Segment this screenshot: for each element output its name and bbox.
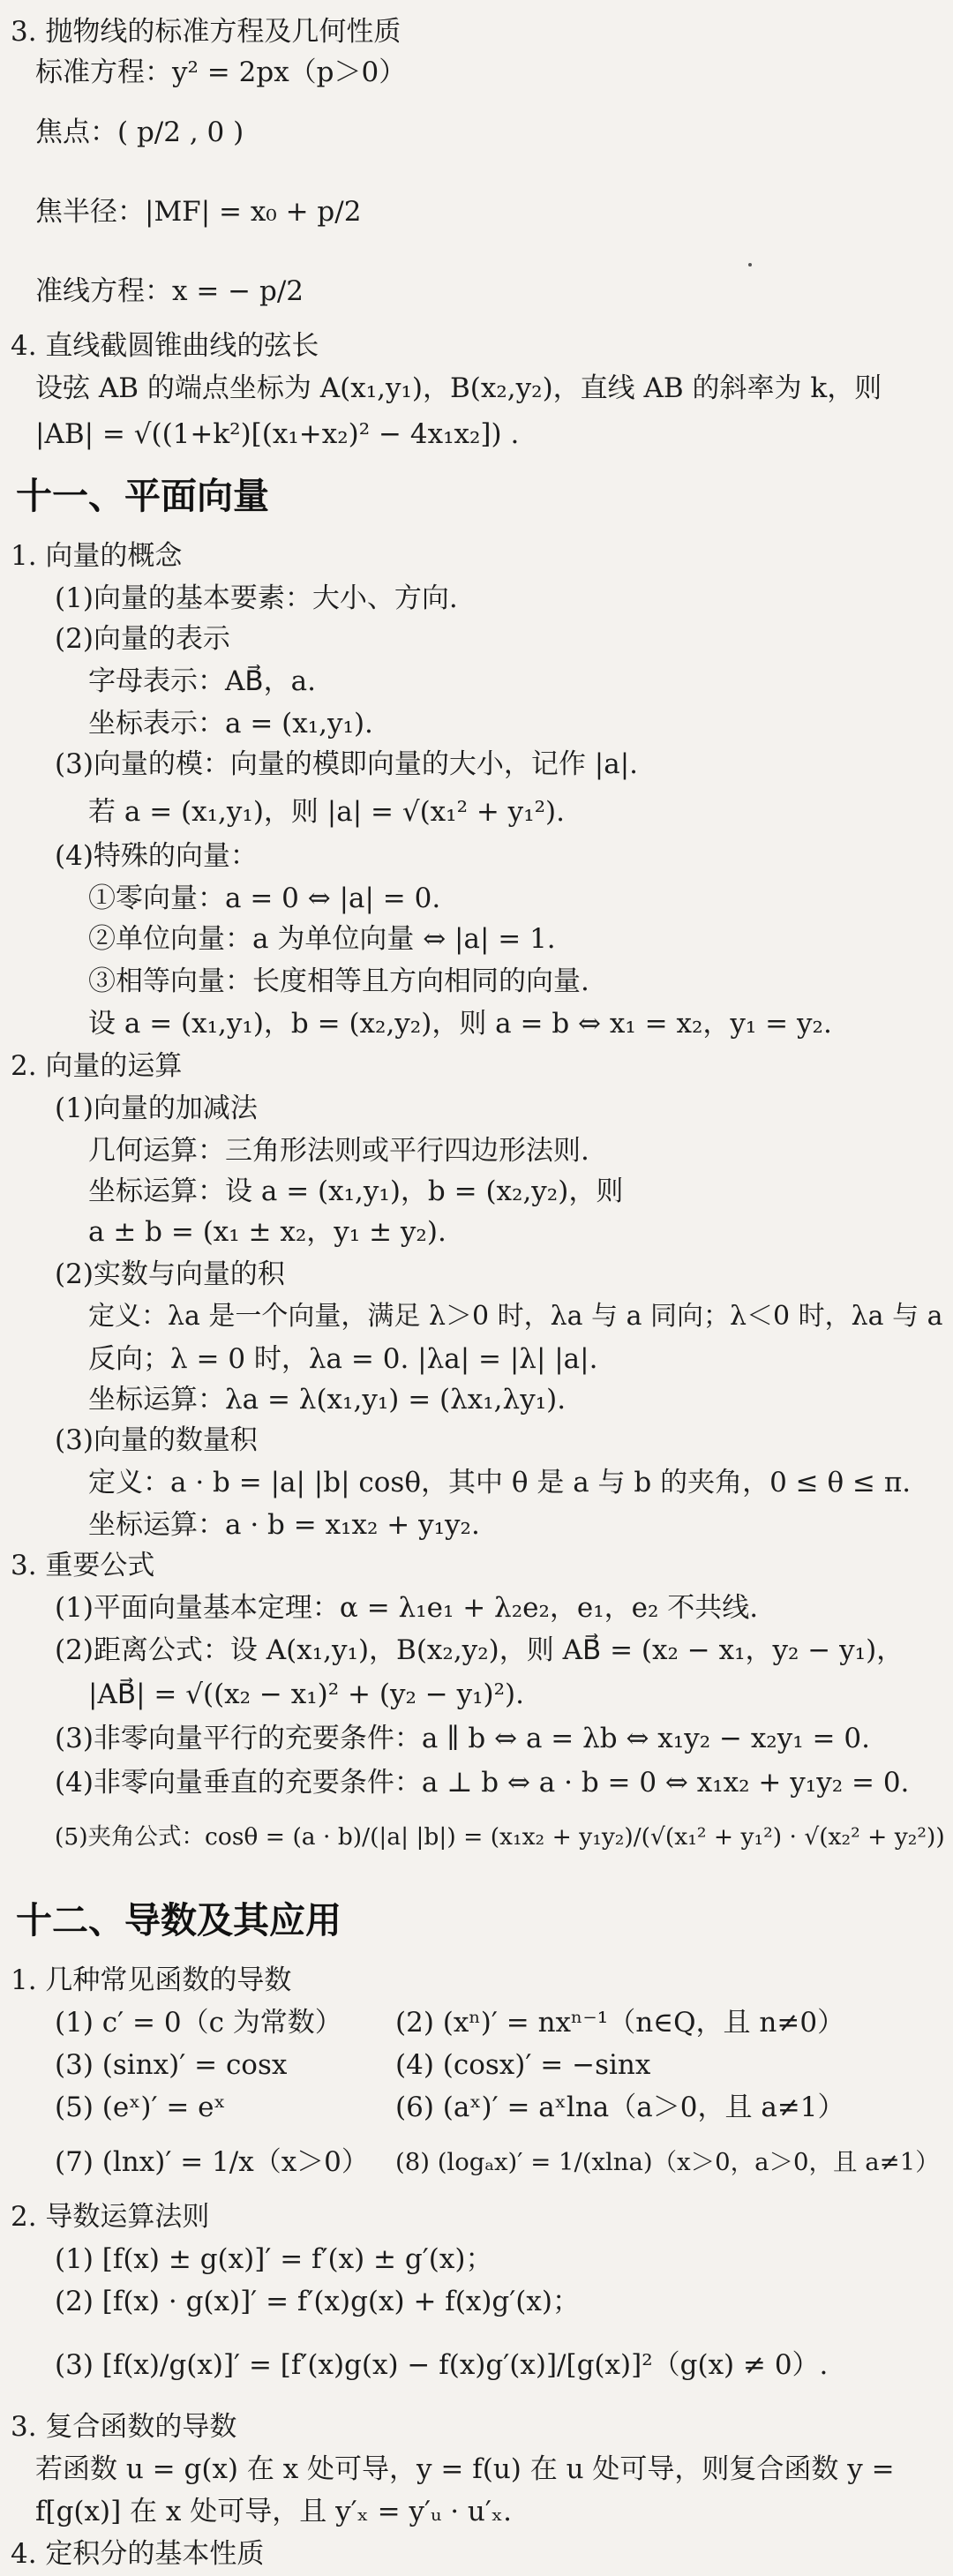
parabola-directrix: 准线方程：x = − p/2 xyxy=(35,275,304,307)
deriv-title: 1. 几种常见函数的导数 xyxy=(11,1964,292,1996)
vec-line-10: ②单位向量：a 为单位向量 ⇔ |a| = 1. xyxy=(88,923,556,955)
composite-text-2: f[g(x)] 在 x 处可导，且 y′ₓ = y′ᵤ · u′ₓ. xyxy=(35,2496,512,2527)
vec-line-30: (4)非零向量垂直的充要条件：a ⊥ b ⇔ a · b = 0 ⇔ x₁x₂ + y₁y₂ = 0. xyxy=(55,1767,910,1799)
vec-line-4: 字母表示：AB⃗，a. xyxy=(88,665,316,697)
print-speck xyxy=(748,263,752,267)
vec-line-15: 几何运算：三角形法则或平行四边形法则. xyxy=(88,1135,589,1167)
vec-line-25: 3. 重要公式 xyxy=(11,1550,155,1581)
deriv-1: (1) c′ = 0（c 为常数） xyxy=(55,2007,342,2039)
parabola-focus: 焦点：( p/2 , 0 ) xyxy=(35,116,244,148)
vec-line-3: (2)向量的表示 xyxy=(55,623,230,655)
rules-title: 2. 导数运算法则 xyxy=(11,2201,210,2233)
vec-line-20: 反向；λ = 0 时，λa = 0. |λa| = |λ| |a|. xyxy=(88,1343,598,1375)
deriv-8: (8) (logₐx)′ = 1/(xlna)（x＞0，a＞0，且 a≠1） xyxy=(395,2148,940,2176)
vec-line-17: a ± b = (x₁ ± x₂，y₁ ± y₂). xyxy=(88,1216,446,1248)
deriv-6: (6) (aˣ)′ = aˣlna（a＞0，且 a≠1） xyxy=(395,2092,845,2123)
vec-line-11: ③相等向量：长度相等且方向相同的向量. xyxy=(88,965,589,997)
vec-line-7: 若 a = (x₁,y₁)，则 |a| = √(x₁² + y₁²). xyxy=(88,796,566,828)
vec-line-28: |AB⃗| = √((x₂ − x₁)² + (y₂ − y₁)²). xyxy=(88,1679,525,1710)
parabola-focal-radius: 焦半径：|MF| = x₀ + p/2 xyxy=(35,196,362,228)
vec-line-1: 1. 向量的概念 xyxy=(11,540,183,572)
chord-formula: |AB| = √((1+k²)[(x₁+x₂)² − 4x₁x₂]) . xyxy=(35,418,520,450)
vec-line-5: 坐标表示：a = (x₁,y₁). xyxy=(88,708,373,740)
vec-line-18: (2)实数与向量的积 xyxy=(55,1258,285,1290)
vec-line-31: (5)夹角公式：cosθ = (a · b)/(|a| |b|) = (x₁x₂ + y₁y₂)/(√(x₁² + y₁²) · √(x₂² + y₂²)) xyxy=(55,1823,945,1851)
vec-line-8: (4)特殊的向量： xyxy=(55,840,258,872)
vec-line-29: (3)非零向量平行的充要条件：a ∥ b ⇔ a = λb ⇔ x₁y₂ − x₂y₁ = 0. xyxy=(55,1723,870,1754)
composite-text-1: 若函数 u = g(x) 在 x 处可导，y = f(u) 在 u 处可导，则复合函数 y = xyxy=(35,2453,895,2485)
vec-line-13: 2. 向量的运算 xyxy=(11,1050,183,1082)
deriv-7: (7) (lnx)′ = 1/x（x＞0） xyxy=(55,2146,369,2178)
vec-line-12: 设 a = (x₁,y₁)，b = (x₂,y₂)，则 a = b ⇔ x₁ = x₂，y₁ = y₂. xyxy=(88,1008,832,1040)
vec-line-2: (1)向量的基本要素：大小、方向. xyxy=(55,582,458,614)
vec-line-14: (1)向量的加减法 xyxy=(55,1093,258,1124)
section-title-parabola: 3. 抛物线的标准方程及几何性质 xyxy=(11,16,401,48)
vec-line-22: (3)向量的数量积 xyxy=(55,1424,258,1456)
composite-title: 3. 复合函数的导数 xyxy=(11,2411,237,2443)
deriv-4: (4) (cosx)′ = −sinx xyxy=(395,2049,651,2081)
heading-derivatives: 十二、导数及其应用 xyxy=(16,1899,341,1941)
vec-line-6: (3)向量的模：向量的模即向量的大小，记作 |a|. xyxy=(55,748,638,780)
parabola-standard-equation: 标准方程：y² = 2px（p＞0） xyxy=(35,56,407,88)
vec-line-23: 定义：a · b = |a| |b| cosθ，其中 θ 是 a 与 b 的夹角，0 ≤ θ ≤ π. xyxy=(88,1467,912,1498)
deriv-3: (3) (sinx)′ = cosx xyxy=(55,2049,288,2081)
vec-line-21: 坐标运算：λa = λ(x₁,y₁) = (λx₁,λy₁). xyxy=(88,1384,567,1416)
vec-line-27: (2)距离公式：设 A(x₁,y₁)，B(x₂,y₂)，则 AB⃗ = (x₂ − x₁，y₂ − y₁)， xyxy=(55,1634,904,1666)
deriv-2: (2) (xⁿ)′ = nxⁿ⁻¹（n∈Q，且 n≠0） xyxy=(395,2007,845,2039)
vec-line-26: (1)平面向量基本定理：α = λ₁e₁ + λ₂e₂，e₁，e₂ 不共线. xyxy=(55,1592,759,1624)
vec-line-19: 定义：λa 是一个向量，满足 λ＞0 时，λa 与 a 同向；λ＜0 时，λa 与 a xyxy=(88,1301,943,1332)
rule-quotient: (3) [f(x)/g(x)]′ = [f′(x)g(x) − f(x)g′(x)]/[g(x)]²（g(x) ≠ 0）. xyxy=(55,2349,829,2381)
rule-sum: (1) [f(x) ± g(x)]′ = f′(x) ± g′(x)； xyxy=(55,2243,493,2275)
heading-plane-vectors: 十一、平面向量 xyxy=(16,475,269,517)
deriv-5: (5) (eˣ)′ = eˣ xyxy=(55,2092,226,2123)
vec-line-24: 坐标运算：a · b = x₁x₂ + y₁y₂. xyxy=(88,1509,480,1541)
section-title-chord: 4. 直线截圆锥曲线的弦长 xyxy=(11,330,319,362)
rule-product: (2) [f(x) · g(x)]′ = f′(x)g(x) + f(x)g′(x)； xyxy=(55,2286,580,2317)
integral-title: 4. 定积分的基本性质 xyxy=(11,2538,265,2570)
chord-description: 设弦 AB 的端点坐标为 A(x₁,y₁)，B(x₂,y₂)，直线 AB 的斜率为 k，则 xyxy=(35,372,882,404)
vec-line-9: ①零向量：a = 0 ⇔ |a| = 0. xyxy=(88,882,441,914)
vec-line-16: 坐标运算：设 a = (x₁,y₁)，b = (x₂,y₂)，则 xyxy=(88,1175,624,1207)
